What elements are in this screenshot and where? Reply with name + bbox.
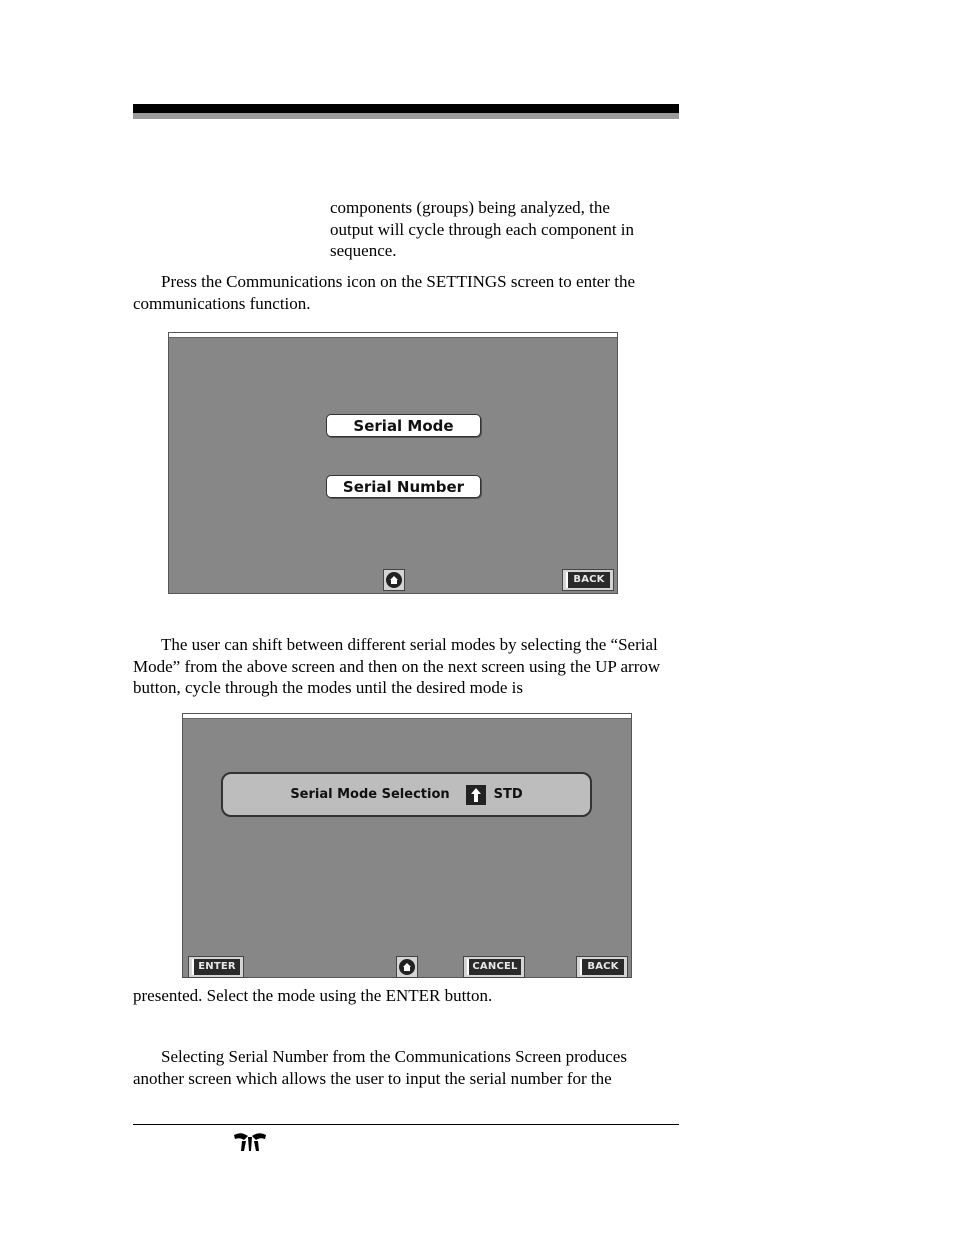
- up-arrow-button[interactable]: [466, 785, 486, 805]
- back-button-label: BACK: [566, 572, 610, 588]
- screen-top-border: [169, 333, 617, 338]
- paragraph-serial-mode: The user can shift between different serial modes by selecting the “Serial Mode” from the above screen and then on the next screen using the UP arrow button, cycle through the modes until the desired mode is: [133, 635, 661, 697]
- back-button[interactable]: [562, 569, 614, 591]
- paragraph-line: output will cycle through each component in: [330, 219, 635, 239]
- serial-mode-selection-row: [221, 772, 592, 817]
- home-icon: [399, 959, 415, 975]
- enter-button[interactable]: [188, 956, 244, 978]
- header-rule-gray: [133, 113, 679, 119]
- paragraph-serial-number: Selecting Serial Number from the Communications Screen produces another screen which allows the user to input the serial number for the: [133, 1047, 627, 1088]
- serial-mode-screen: [182, 713, 632, 978]
- serial-mode-button[interactable]: Serial Mode: [326, 414, 481, 437]
- home-button[interactable]: [396, 956, 418, 978]
- footer-rule: [133, 1124, 679, 1125]
- cancel-button-label: CANCEL: [467, 959, 521, 975]
- cancel-button[interactable]: [463, 956, 525, 978]
- paragraph-line: components (groups) being analyzed, the: [330, 198, 610, 217]
- back-button[interactable]: [576, 956, 628, 978]
- enter-button-label: ENTER: [192, 959, 240, 975]
- up-arrow-icon: [470, 787, 482, 803]
- paragraph-enter-mode: presented. Select the mode using the ENTER button.: [133, 986, 493, 1005]
- serial-number-button[interactable]: Serial Number: [326, 475, 481, 498]
- paragraph-communications-intro: Press the Communications icon on the SETTINGS screen to enter the communications function.: [133, 272, 636, 313]
- serial-mode-selection-label: Serial Mode Selection: [290, 787, 450, 802]
- screen-top-border: [183, 714, 631, 719]
- back-button-label: BACK: [580, 959, 624, 975]
- paragraph-line: sequence.: [330, 241, 397, 260]
- communications-screen: [168, 332, 618, 594]
- serial-mode-value: STD: [493, 787, 523, 802]
- header-rule-black: [133, 104, 679, 113]
- paragraph-continuation: [330, 197, 690, 262]
- home-button[interactable]: [383, 569, 405, 591]
- home-icon: [386, 572, 402, 588]
- teledyne-logo-icon: [232, 1131, 268, 1153]
